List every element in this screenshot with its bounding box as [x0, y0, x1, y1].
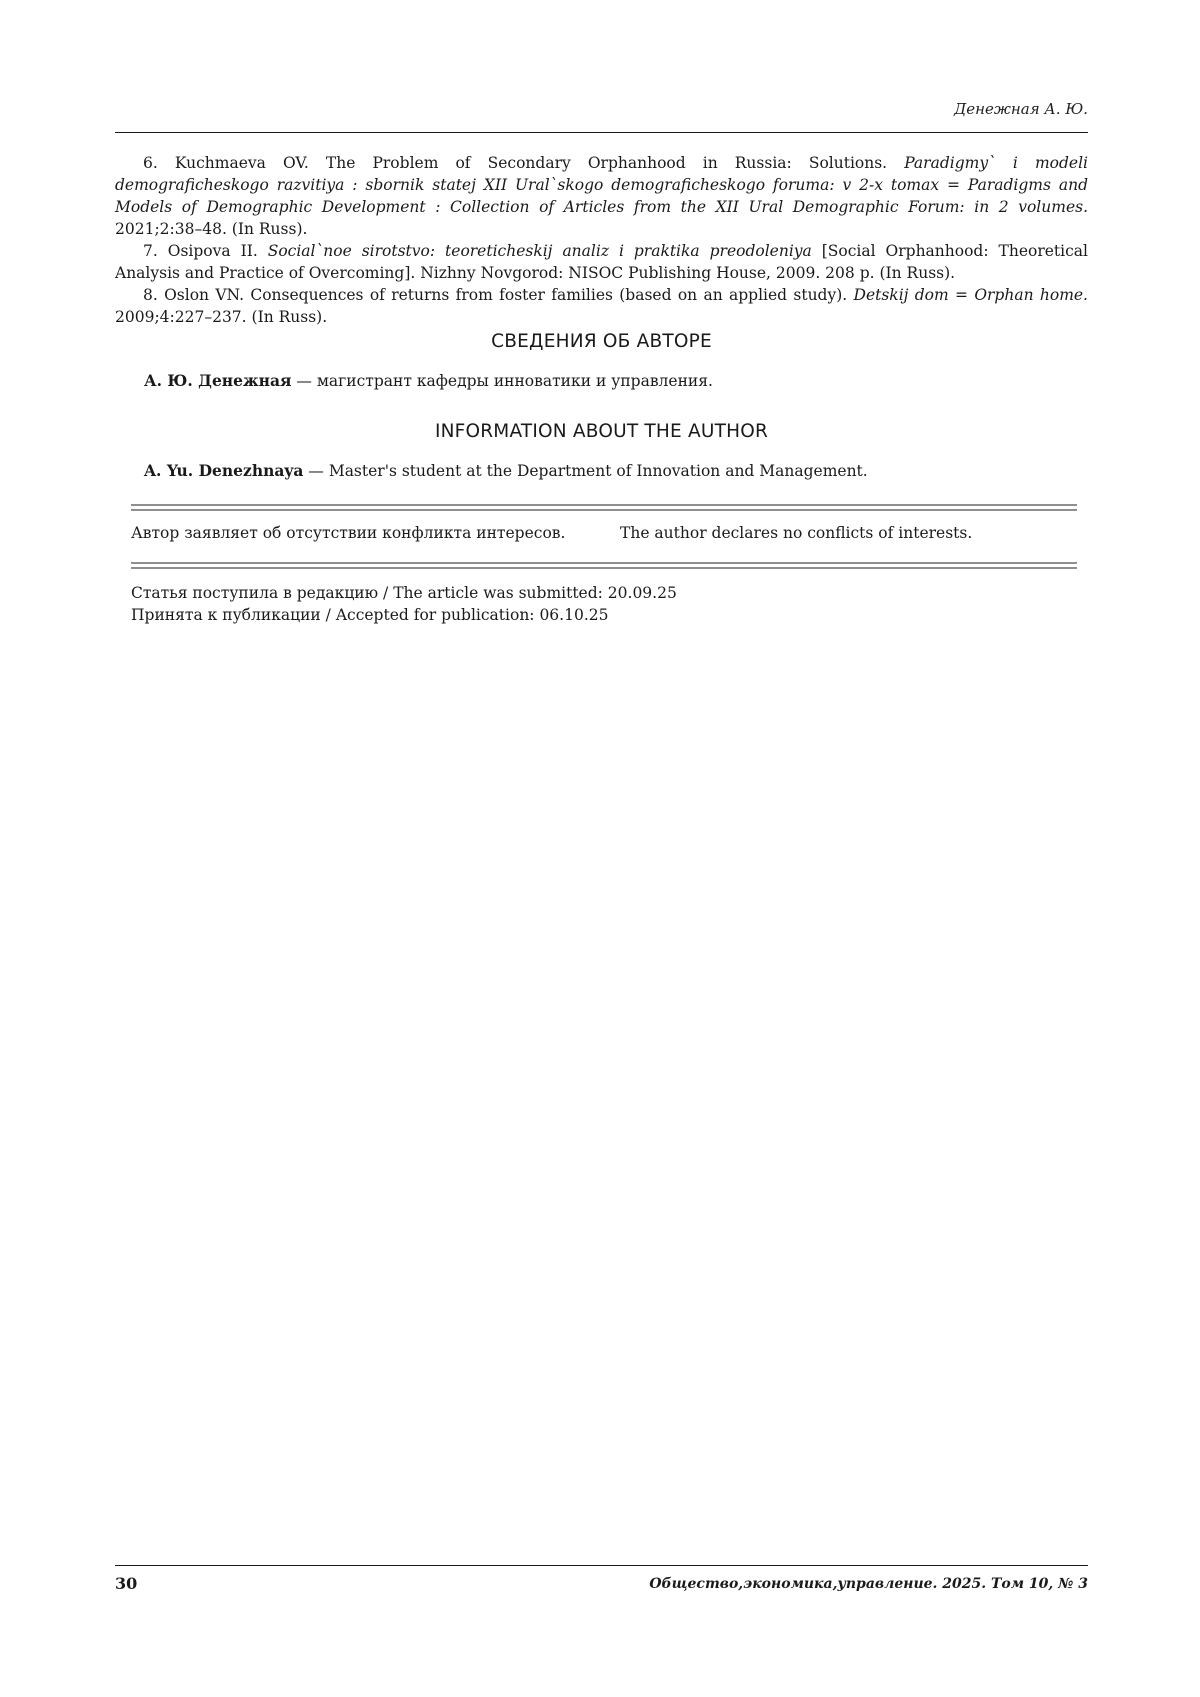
- author-info-heading-ru: СВЕДЕНИЯ ОБ АВТОРЕ: [491, 331, 712, 352]
- author-info-ru: [144, 371, 1088, 390]
- author-description-en: — Master's student at the Department of Innovation and Management.: [303, 462, 868, 480]
- author-name-ru: А. Ю. Денежная: [144, 371, 292, 390]
- accepted-date: Принята к публикации / Accepted for publication: 06.10.25: [131, 606, 609, 624]
- running-header-author: Денежная А. Ю.: [954, 100, 1088, 118]
- conflict-statement-ru: Автор заявляет об отсутствии конфликта интересов.: [131, 524, 566, 542]
- article-dates: [131, 582, 677, 626]
- journal-citation: Общество,экономика,управление. 2025. Том 10, № 3: [649, 1576, 1088, 1592]
- reference-text: 6. Kuchmaeva OV. The Problem of Secondary Orphanhood in Russia: Solutions.: [143, 154, 905, 172]
- conflict-bottom-divider: [131, 562, 1077, 569]
- reference-item-8: [115, 284, 1088, 328]
- conflict-statement-en: The author declares no conflicts of interests.: [620, 524, 973, 542]
- author-description-ru: — магистрант кафедры инноватики и управления.: [291, 372, 713, 390]
- author-info-en: [144, 461, 1088, 480]
- author-name-en: A. Yu. Denezhnaya: [144, 461, 304, 480]
- reference-text: 2009;4:227–237. (In Russ).: [115, 308, 328, 326]
- reference-text: [Social Orphanhood: Theoretical Analysis and Practice of Overcoming]. Nizhny Novgorod: NISOC Publishing House, 2009. 208 p. (In Russ).: [115, 242, 1089, 282]
- footer-divider: [115, 1565, 1088, 1566]
- page-number: 30: [115, 1574, 138, 1593]
- reference-text: 2021;2:38–48. (In Russ).: [115, 220, 308, 238]
- header-divider: [115, 132, 1088, 133]
- reference-source-italic: Detskij dom = Orphan home.: [853, 286, 1088, 304]
- submitted-date: Статья поступила в редакцию / The article was submitted: 20.09.25: [131, 584, 677, 602]
- reference-item-7: [115, 240, 1088, 284]
- reference-list: [115, 152, 1088, 328]
- reference-source-italic: Social`noe sirotstvo: teoreticheskij analiz i praktika preodoleniya: [267, 242, 812, 260]
- reference-source-italic: Paradigmy` i modeli demograficheskogo razvitiya : sbornik statej XII Ural`skogo demograficheskogo foruma: v 2-x tomax = Paradigms and Models of Demographic Development : Collection of Articles from the XII Ural Demographic Forum: in 2 volumes.: [115, 154, 1089, 216]
- reference-text: 8. Oslon VN. Consequences of returns from foster families (based on an applied study).: [143, 286, 854, 304]
- conflict-top-divider: [131, 504, 1077, 511]
- reference-text: 7. Osipova II.: [143, 242, 268, 260]
- reference-item-6: [115, 152, 1088, 240]
- author-info-heading-en: INFORMATION ABOUT THE AUTHOR: [434, 421, 769, 442]
